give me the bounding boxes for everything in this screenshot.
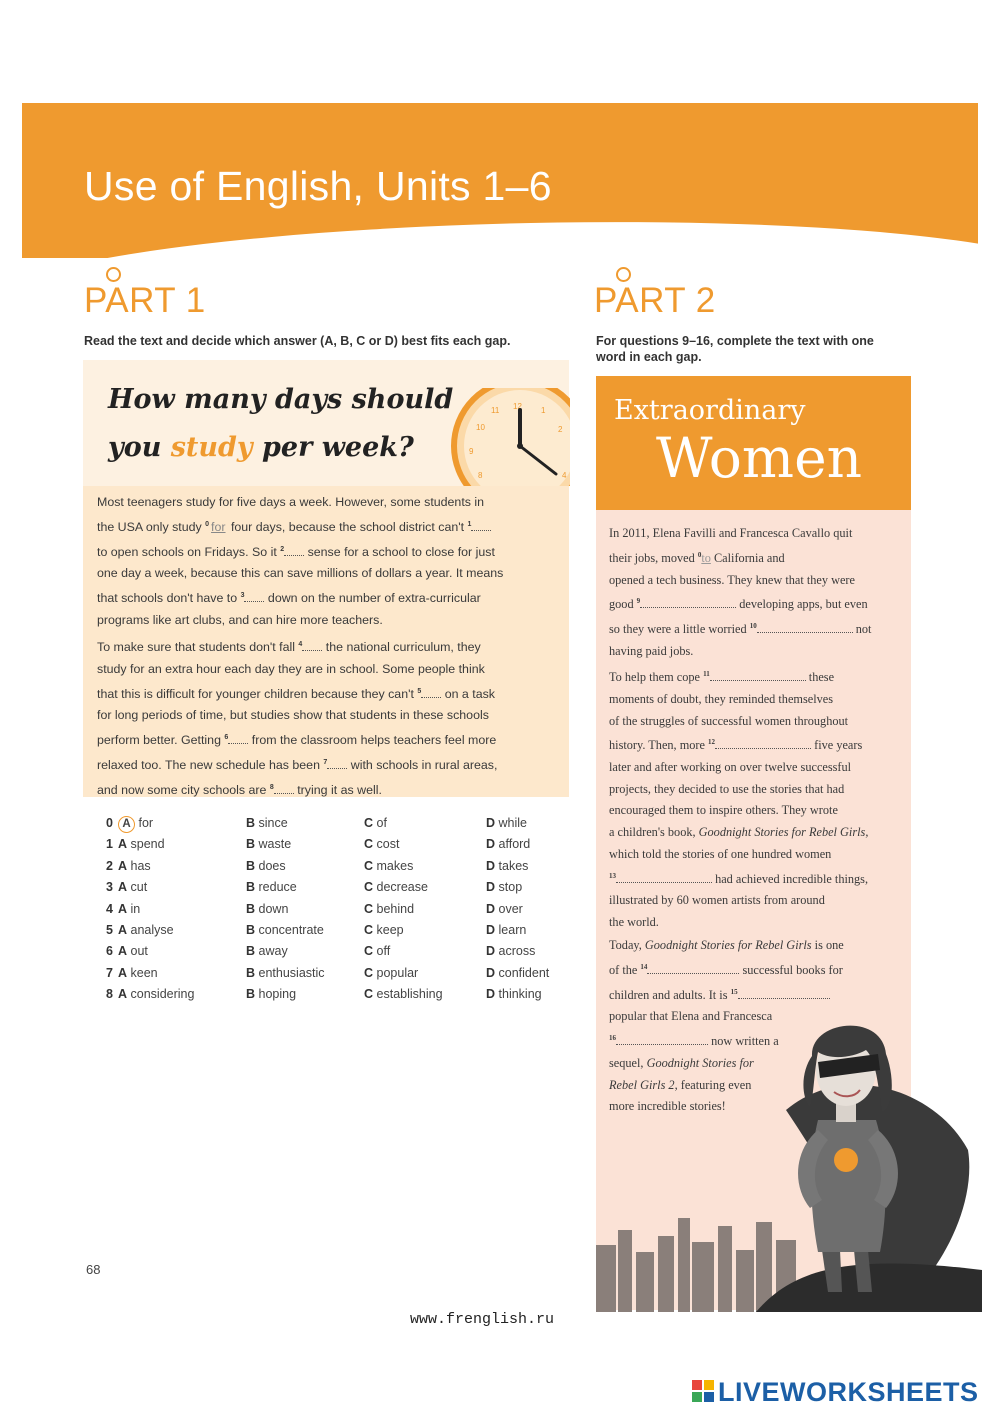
answer-gap[interactable] [327,757,347,769]
question-number: 5 [106,922,113,937]
text-segment: Today, [609,938,645,952]
option-text: spend [130,837,165,852]
gap-number: 13 [609,871,616,880]
header-curve [22,211,978,258]
option-text: away [258,944,288,959]
option-text: decrease [376,880,428,895]
question-number: 1 [106,837,113,852]
text-segment: of the struggles of successful women throughout [609,713,849,728]
answer-gap[interactable] [757,621,853,633]
option-text: makes [376,858,414,873]
text-segment: featuring even [677,1077,752,1092]
option-d[interactable] [486,984,542,1005]
site-url: www.frenglish.ru [410,1311,555,1328]
option-text: does [258,858,286,873]
answer-gap[interactable] [244,590,264,602]
option-text: learn [498,922,527,937]
option-text: popular [376,965,419,980]
text-segment: history. Then, more [609,738,709,753]
option-a[interactable] [118,984,194,1005]
text-segment: so they were a little worried [609,622,750,637]
option-letter: B [246,987,256,1002]
option-letter: D [486,837,496,852]
option-text: considering [130,987,195,1002]
option-letter: D [486,944,496,959]
option-c[interactable] [364,941,390,962]
text-segment: these [805,670,835,685]
text-line [609,616,909,641]
option-text: while [498,816,528,830]
part2-heading [594,281,716,321]
text-segment: which told the stories of one hundred women [609,846,832,861]
answer-gap[interactable] [274,782,294,794]
option-text: hoping [258,987,297,1002]
text-segment: popular that Elena and Francesca [609,1009,773,1024]
text-segment: had achieved incredible things, [712,871,869,886]
option-letter: D [486,880,496,895]
answer-gap[interactable] [284,544,304,556]
gap-number: 3 [240,592,245,600]
part1-options-table [106,813,576,1006]
option-a[interactable] [118,856,151,877]
option-text: enthusiastic [258,965,325,980]
gap-number: 7 [323,758,328,766]
gap-number: 10 [749,622,757,630]
option-text: analyse [130,922,174,937]
option-b[interactable] [246,941,288,962]
option-text: afford [498,837,531,852]
italic-title: Goodnight Stories for Rebel Girls, [698,825,869,840]
text-line [609,732,909,757]
option-b[interactable] [246,899,288,920]
text-segment: down on the number of extra-curricular [264,591,481,606]
part2-instruction [596,333,916,365]
part1-instruction: Read the text and decide which answer (A, B, C or D) best fits each gap. [84,334,511,348]
text-line [609,957,909,982]
part1-paragraph2 [97,634,557,802]
option-text: for [138,816,154,830]
answer-gap[interactable] [471,519,491,531]
option-c[interactable] [364,963,418,984]
example-answer: for [211,519,226,534]
text-line [609,866,909,891]
text-segment: the USA only study [97,519,206,534]
example-answer: to [701,550,711,565]
option-b[interactable] [246,856,286,877]
text-segment: one day a week, because this can save millions of dollars a year. It means [97,566,504,581]
option-text: takes [498,858,529,873]
text-line [97,514,557,539]
option-b[interactable] [246,813,288,834]
text-line [609,523,909,545]
text-segment: to open schools on Fridays. So it [97,544,281,559]
option-d[interactable] [486,834,530,855]
text-segment: successful books for [739,962,843,977]
option-c[interactable] [364,877,428,898]
option-letter: A [118,880,128,895]
option-letter: B [246,944,256,959]
option-text: has [130,858,151,873]
text-line [97,681,557,706]
clock-num: 4 [562,471,567,480]
text-segment: projects, they decided to use the stories that had [609,781,845,796]
text-segment: that this is difficult for younger children because they can't [97,686,418,701]
option-d[interactable] [486,899,523,920]
text-segment: sequel, [609,1055,647,1070]
part2-title-line1: Extraordinary [614,395,806,426]
option-row [106,920,576,941]
answer-gap[interactable] [647,962,739,974]
option-a[interactable] [118,941,148,962]
option-text: keen [130,965,158,980]
text-line [609,545,909,570]
text-segment: moments of doubt, they reminded themselves [609,691,834,706]
clock-num: 2 [558,425,563,434]
option-letter: D [486,816,496,830]
text-line [609,570,909,592]
part-marker-icon [106,267,121,282]
option-letter: D [486,965,496,980]
option-letter: C [364,987,374,1002]
option-d[interactable] [486,813,527,834]
option-d[interactable] [486,920,526,941]
question-number: 3 [106,880,113,895]
text-line [97,659,557,681]
liveworksheets-brand: LIVEWORKSHEETS [718,1377,979,1407]
text-segment: To help them cope [609,670,704,685]
option-b[interactable] [246,920,324,941]
option-d[interactable] [486,877,522,898]
text-line [609,800,909,822]
text-line [609,711,909,733]
option-letter: B [246,901,256,916]
option-c[interactable] [364,984,443,1005]
option-d[interactable] [486,856,528,877]
option-text: of [376,816,387,830]
article-title-per-week: per week? [252,432,414,463]
question-number: 6 [106,944,113,959]
text-segment: opened a tech business. They knew that they were [609,572,855,587]
option-letter: B [246,965,256,980]
text-line [609,779,909,801]
option-a[interactable] [118,813,153,834]
option-letter: A [118,987,128,1002]
option-text: down [258,901,289,916]
option-letter: B [246,816,256,830]
gap-number: 9 [636,597,641,606]
option-row [106,834,576,855]
gap-number: 6 [224,734,229,742]
option-letter: A [118,944,128,959]
text-line [97,634,557,659]
liveworksheets-logo-icon [692,1380,714,1402]
option-c[interactable] [364,899,414,920]
option-text: cost [376,837,400,852]
text-segment: and now some city schools are [97,782,270,797]
text-segment: California and [710,550,785,565]
option-b[interactable] [246,984,296,1005]
answer-gap[interactable] [710,669,806,681]
gap-number: 15 [730,987,738,996]
text-line [609,890,909,912]
text-line [609,844,909,866]
option-letter: C [364,922,374,937]
question-number: 8 [106,987,113,1002]
option-text: thinking [498,987,542,1002]
italic-title: Goodnight Stories for Rebel Girls [644,938,812,952]
option-text: concentrate [258,922,324,937]
option-text: waste [258,837,292,852]
option-b[interactable] [246,963,325,984]
option-letter: A [118,837,128,852]
text-line [97,492,557,514]
option-letter: A [118,901,128,916]
text-segment: trying it as well. [293,782,382,797]
option-text: confident [498,965,550,980]
article-title-you: you [108,432,171,463]
text-segment: that schools don't have to [97,591,241,606]
part2-instruction-line2: word in each gap. [596,350,702,364]
text-segment: good [609,597,637,612]
part1-heading [84,281,206,321]
option-letter: B [246,837,256,852]
part2-paragraph2 [609,664,909,934]
option-text: in [130,901,141,916]
option-c[interactable] [364,813,387,834]
option-letter: C [364,858,374,873]
gap-number: 2 [280,545,285,553]
text-segment: having paid jobs. [609,643,694,658]
text-segment: for long periods of time, but studies show that students in these schools [97,708,489,723]
superhero-girl-illustration [596,1000,982,1312]
unit-header-banner [22,103,978,258]
text-segment: with schools in rural areas, [347,758,498,773]
text-line [97,777,557,802]
option-letter: C [364,816,374,830]
text-segment: relaxed too. The new schedule has been [97,758,324,773]
option-d[interactable] [486,963,549,984]
gap-number: 12 [708,738,716,747]
option-row [106,877,576,898]
part1-paragraph1 [97,492,557,632]
part2-heading-text: PART 2 [594,281,716,320]
answer-gap[interactable] [640,596,736,608]
text-segment: four days, because the school district can't [227,519,468,534]
part2-instruction-line1: For questions 9–16, complete the text with one [596,334,874,348]
italic-title: Goodnight Stories for [646,1055,754,1070]
clock-num: 10 [476,423,485,432]
option-letter: D [486,901,496,916]
option-letter: A [118,858,128,873]
gap-number: 16 [609,1034,616,1042]
clock-num: 12 [513,402,522,411]
option-a[interactable] [118,877,147,898]
text-segment: illustrated by 60 women artists from around [609,893,825,908]
option-letter: C [364,837,374,852]
option-text: keep [376,922,404,937]
option-row [106,963,576,984]
answer-gap[interactable] [228,732,248,744]
option-text: cut [130,880,148,895]
option-text: reduce [258,880,297,895]
answer-gap[interactable] [715,737,811,749]
option-row [106,984,576,1005]
option-a[interactable] [118,963,158,984]
clock-icon [444,388,570,486]
page-number: 68 [86,1262,101,1277]
option-letter: A [118,965,128,980]
text-line [609,822,909,844]
option-text: since [258,816,288,830]
option-row [106,813,576,834]
gap-number: 14 [640,962,648,971]
text-line [97,705,557,727]
text-segment: now written a [708,1034,779,1049]
option-b[interactable] [246,834,291,855]
text-segment: children and adults. It is [609,987,731,1002]
text-line [97,585,557,610]
clock-num: 9 [469,447,474,456]
text-line [609,664,909,689]
text-segment: sense for a school to close for just [304,544,495,559]
text-segment: perform better. Getting [97,733,225,748]
circled-answer-letter: A [118,816,135,833]
option-c[interactable] [364,834,399,855]
text-segment: In 2011, Elena Favilli and Francesca Cavallo quit [609,526,853,540]
text-segment: the world. [609,915,659,930]
option-letter: C [364,880,374,895]
text-segment: of the [609,962,641,977]
option-letter: B [246,858,256,873]
text-line [97,610,557,632]
answer-gap[interactable] [302,639,322,651]
part2-paragraph1 [609,523,909,663]
text-segment: five years [811,738,863,753]
option-text: off [376,944,391,959]
option-text: over [498,901,523,916]
text-segment: from the classroom helps teachers feel more [248,733,497,748]
text-segment: a children's book, [609,825,699,840]
article-title-study: study [170,432,253,463]
clock-num: 11 [491,406,500,415]
question-number: 4 [106,901,113,916]
text-line [609,689,909,711]
text-segment: encouraged them to inspire others. They wrote [609,803,838,818]
text-segment: more incredible stories! [609,1099,726,1114]
text-segment: To make sure that students don't fall [97,640,299,655]
option-c[interactable] [364,920,404,941]
option-text: across [498,944,536,959]
option-a[interactable] [118,834,165,855]
clock-num: 1 [541,406,546,415]
gap-number: 0 [205,520,210,528]
gap-number: 4 [298,641,303,648]
text-segment: their jobs, moved [609,550,698,565]
part2-title-line2: Women [656,426,863,490]
italic-title: Rebel Girls 2, [609,1077,678,1092]
text-line [97,752,557,777]
option-a[interactable] [118,899,140,920]
gap-number: 8 [269,783,274,791]
option-a[interactable] [118,920,174,941]
option-letter: A [118,922,128,937]
text-segment: not [852,622,872,637]
option-b[interactable] [246,877,297,898]
article-title-line2 [108,432,414,463]
option-d[interactable] [486,941,535,962]
text-segment: the national curriculum, they [322,640,481,655]
text-segment: later and after working on over twelve successful [609,760,852,774]
answer-gap[interactable] [421,686,441,698]
part-marker-icon [616,267,631,282]
option-row [106,899,576,920]
question-number: 2 [106,858,113,873]
text-line [97,539,557,564]
answer-gap[interactable] [616,871,712,883]
option-letter: B [246,880,256,895]
text-line [97,727,557,752]
option-letter: C [364,901,374,916]
option-letter: D [486,922,496,937]
option-row [106,856,576,877]
option-letter: B [246,922,256,937]
text-line [609,641,909,663]
answer-gap[interactable] [738,987,830,999]
text-line [609,935,909,957]
text-segment: is one [811,938,844,952]
gap-number: 5 [417,687,422,695]
page-title: Use of English, Units 1–6 [84,163,552,209]
option-letter: C [364,965,374,980]
option-c[interactable] [364,856,413,877]
option-text: establishing [376,987,443,1002]
question-number: 0 [106,816,113,830]
text-segment: on a task [441,686,495,701]
text-line [609,591,909,616]
option-text: stop [498,880,523,895]
text-segment: programs like art clubs, and can hire more teachers. [97,612,383,627]
option-letter: D [486,858,496,873]
text-segment: developing apps, but even [736,597,868,612]
text-segment: study for an extra hour each day they are in school. Some people think [97,661,485,676]
article-title-line1: How many days should [108,384,454,415]
question-number: 7 [106,965,113,980]
option-letter: D [486,987,496,1002]
text-line [609,912,909,934]
gap-number: 1 [467,520,472,528]
option-text: behind [376,901,415,916]
text-segment: Most teenagers study for five days a week. However, some students in [97,495,485,509]
option-row [106,941,576,962]
text-line [609,757,909,779]
option-text: out [130,944,148,959]
gap-number: 0 [697,550,702,559]
text-line [97,563,557,585]
clock-num: 8 [478,471,483,480]
part1-heading-text: PART 1 [84,281,206,320]
gap-number: 11 [703,670,710,678]
option-letter: C [364,944,374,959]
